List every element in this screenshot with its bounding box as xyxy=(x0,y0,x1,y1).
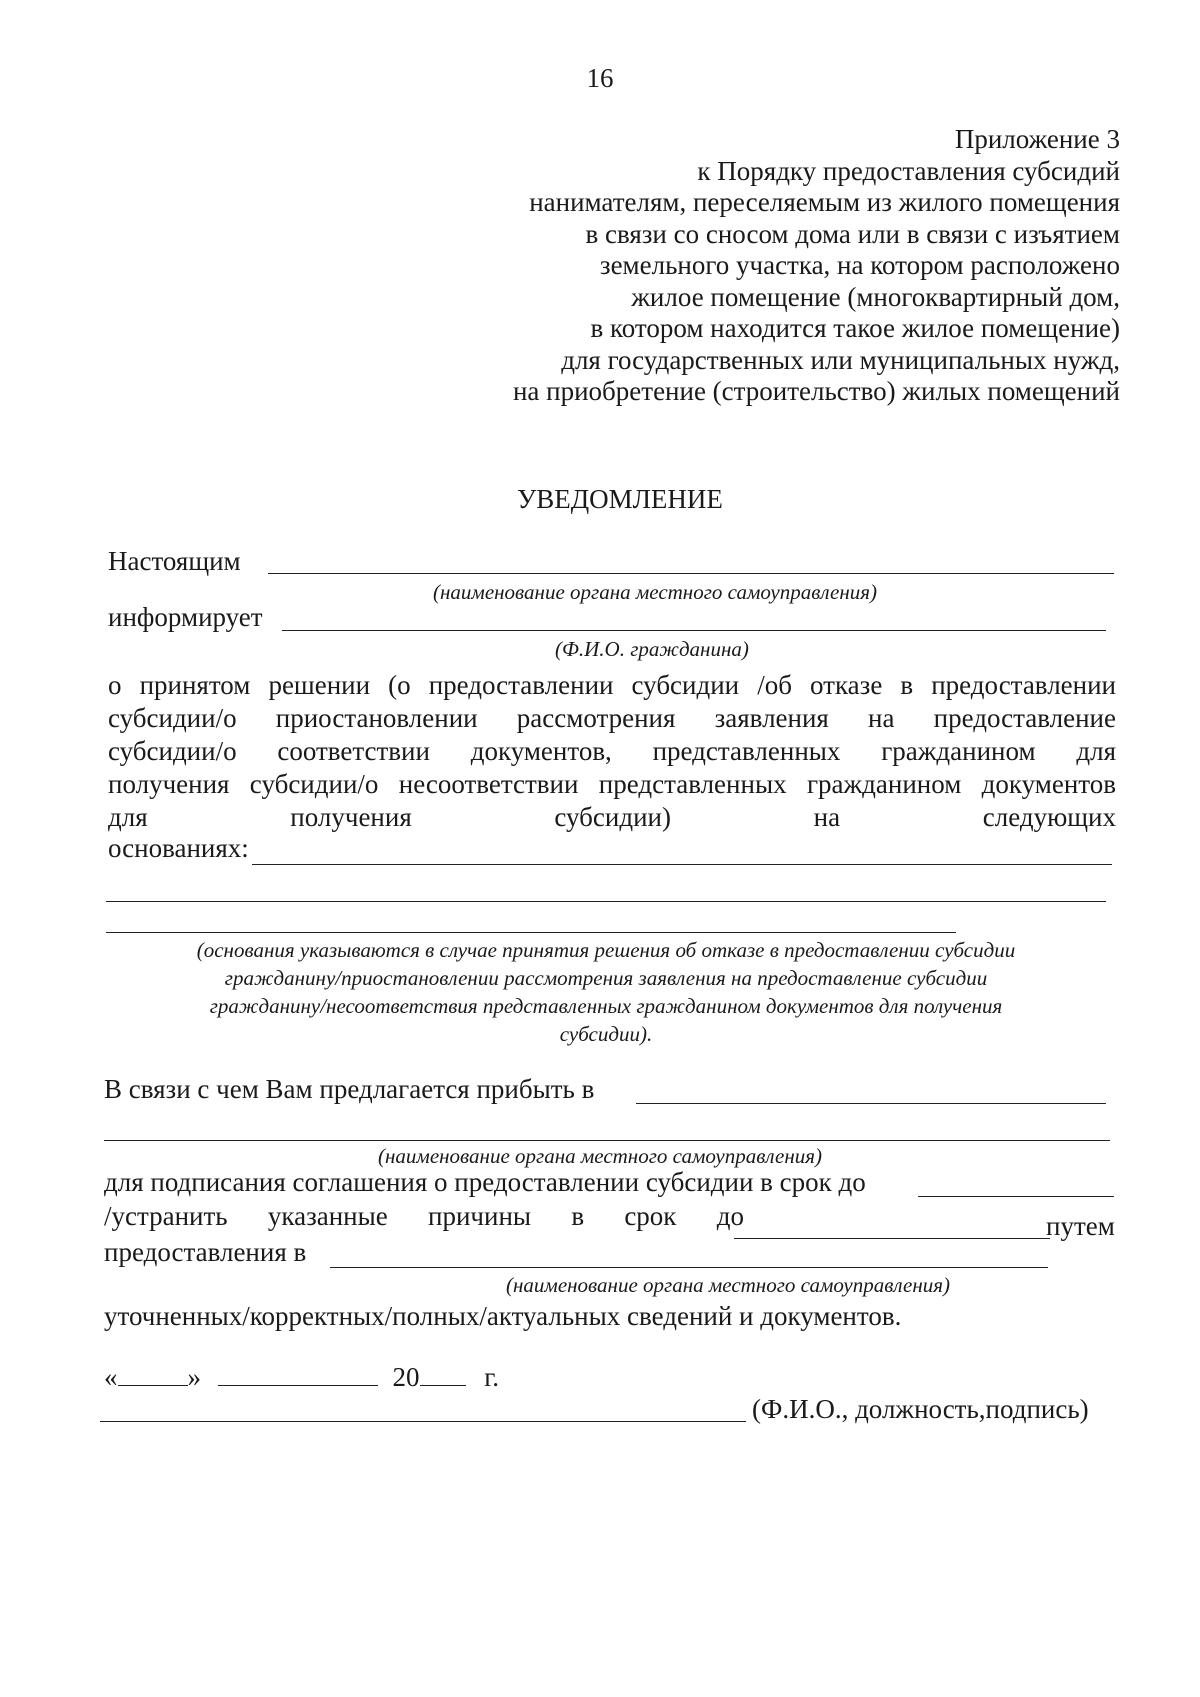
pribyt-label: В связи с чем Вам предлагается прибыть в xyxy=(104,1074,595,1104)
decision-line: для получения субсидии) на следующих xyxy=(108,802,1116,832)
appendix-line: Приложение 3 xyxy=(954,124,1120,154)
decision-line: получения субсидии/о несоответствии представленных гражданином документов xyxy=(108,769,1116,799)
year-blank[interactable] xyxy=(420,1361,466,1386)
open-quote: « xyxy=(104,1362,118,1392)
osnovaniyakh-label: основаниях: xyxy=(108,833,249,863)
ustranit-word: /устранить xyxy=(104,1201,228,1231)
caption-grounds-line: (основания указываются в случае принятия решения об отказе в предоставлении субсидии xyxy=(196,938,1016,962)
appendix-line: земельного участка, на котором расположено xyxy=(599,250,1120,280)
year-suffix: г. xyxy=(484,1362,500,1392)
ustranit-word: срок xyxy=(624,1201,677,1231)
caption-grounds-line: субсидии). xyxy=(559,1022,653,1046)
caption-organ-2: (наименование органа местного самоуправления) xyxy=(378,1144,823,1168)
putem-label: путем xyxy=(1046,1211,1115,1241)
caption-organ-3: (наименование органа местного самоуправления) xyxy=(506,1273,951,1297)
grounds-blank-line[interactable] xyxy=(252,864,1112,865)
appendix-header xyxy=(360,124,1120,408)
place-blank-line[interactable] xyxy=(636,1103,1106,1104)
caption-grounds-line: гражданину/несоответствия представленных гражданином документов для получения xyxy=(209,994,1003,1018)
appendix-line: жилое помещение (многоквартирный дом, xyxy=(631,281,1120,312)
ustranit-word: до xyxy=(716,1201,744,1231)
ustranit-word: причины xyxy=(428,1201,532,1231)
appendix-line: для государственных или муниципальных нужд, xyxy=(561,344,1120,375)
page-number: 16 xyxy=(586,63,614,93)
signature-blank-line[interactable] xyxy=(100,1421,746,1422)
podpisanie-label: для подписания соглашения о предоставлении субсидии в срок до xyxy=(104,1167,866,1197)
decision-line: субсидии/о соответствии документов, представленных гражданином для xyxy=(108,736,1116,766)
caption-grounds xyxy=(106,936,1106,1048)
decision-line: о принятом решении (о предоставлении субсидии /об отказе в предоставлении xyxy=(108,670,1116,700)
place-blank-line[interactable] xyxy=(104,1140,1110,1141)
appendix-line: в связи со сносом дома или в связи с изъятием xyxy=(585,218,1120,249)
ustranit-word: в xyxy=(571,1201,585,1231)
organ-blank-line[interactable] xyxy=(268,573,1114,574)
ustranit-word: указанные xyxy=(267,1201,388,1231)
decision-line: субсидии/о приостановлении рассмотрения заявления на предоставление xyxy=(108,703,1116,733)
date-line xyxy=(104,1361,499,1394)
appendix-line: в котором находится такое жилое помещение) xyxy=(590,313,1120,343)
fix-deadline-blank-line[interactable] xyxy=(734,1238,1050,1239)
informiruet-label: информирует xyxy=(108,602,263,632)
caption-organ-1: (наименование органа местного самоуправления) xyxy=(433,580,878,604)
caption-grounds-line: гражданину/приостановлении рассмотрения заявления на предоставление субсидии xyxy=(224,966,988,990)
appendix-line: нанимателям, переселяемым из жилого помещения xyxy=(529,187,1120,217)
close-quote: » xyxy=(187,1362,201,1392)
deadline-blank-line[interactable] xyxy=(918,1196,1114,1197)
svedeniya-text: уточненных/корректных/полных/актуальных сведений и документов. xyxy=(104,1301,902,1331)
grounds-blank-line[interactable] xyxy=(106,932,956,933)
day-blank[interactable] xyxy=(118,1361,188,1386)
ustranit-line xyxy=(104,1200,744,1233)
nastoyashchim-label: Настоящим xyxy=(108,546,241,576)
citizen-blank-line[interactable] xyxy=(282,630,1106,631)
appendix-line: к Порядку предоставления субсидий xyxy=(697,155,1120,186)
document-title: УВЕДОМЛЕНИЕ xyxy=(517,484,723,514)
caption-fio: (Ф.И.О. гражданина) xyxy=(555,637,749,661)
submit-place-blank-line[interactable] xyxy=(330,1267,1048,1268)
year-prefix: 20 xyxy=(392,1362,420,1392)
appendix-line: на приобретение (строительство) жилых помещений xyxy=(512,376,1120,406)
grounds-blank-line[interactable] xyxy=(106,901,1106,902)
signature-caption: (Ф.И.О., должность,подпись) xyxy=(752,1394,1089,1424)
month-blank[interactable] xyxy=(218,1361,378,1386)
predostavleniya-label: предоставления в xyxy=(104,1237,307,1267)
